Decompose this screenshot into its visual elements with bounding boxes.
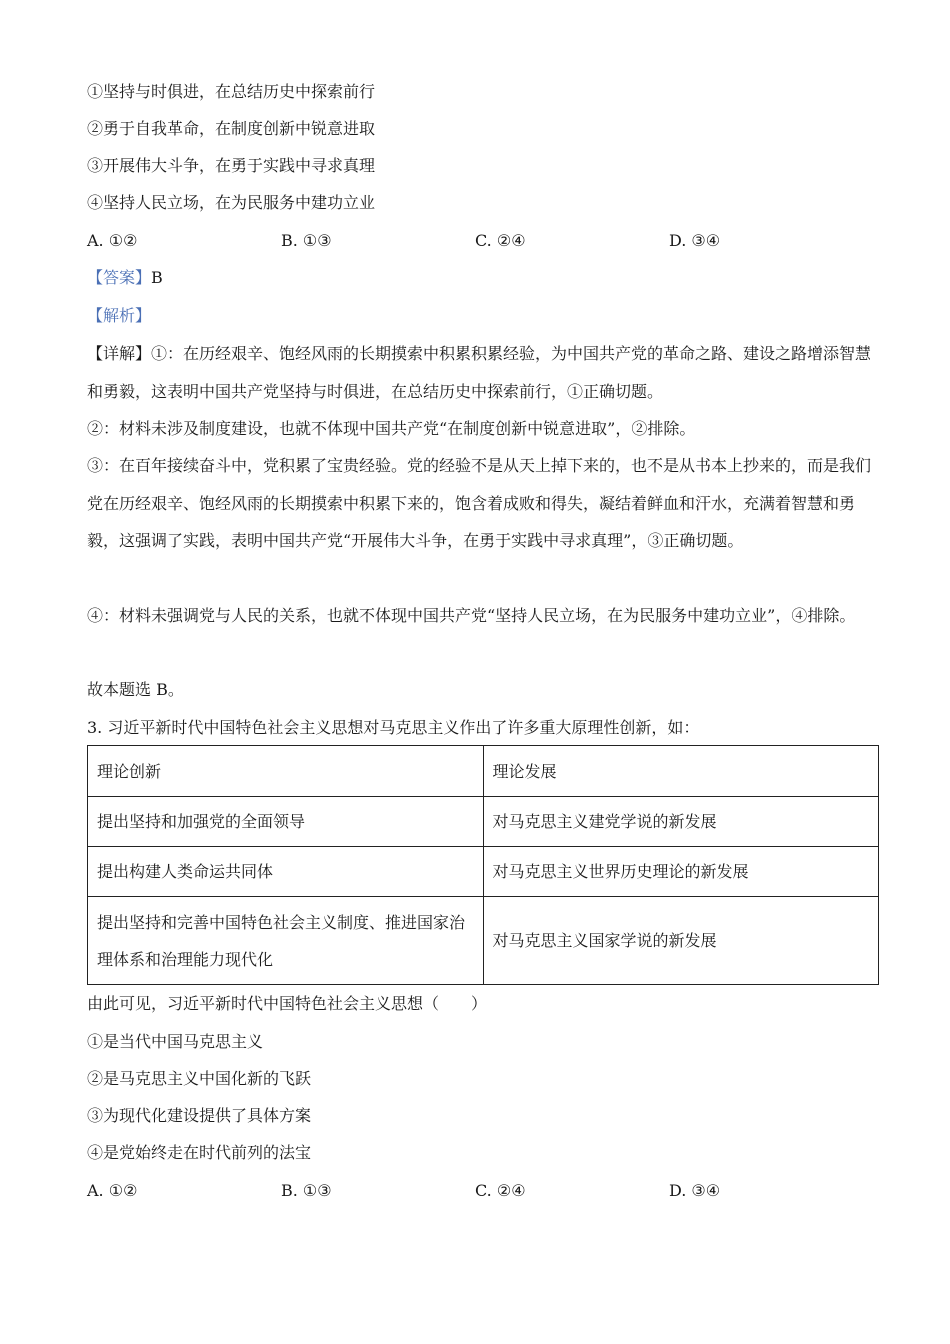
q2-statement-3: ③开展伟大斗争，在勇于实践中寻求真理: [87, 156, 376, 175]
detail-paragraph-3: ③：在百年接续奋斗中，党积累了宝贵经验。党的经验不是从天上掉下来的，也不是从书本上抄来的，而是我们党在历经艰辛、饱经风雨的长期摸索中积累下来的，饱含着成败和得失，凝结着鲜血和汗水，充满着智慧和勇毅，这强调了实践，表明中国共产党“开展伟大斗争，在勇于实践中寻求真理”，③正确切题。: [87, 456, 872, 550]
analysis-tag: 【解析】: [87, 306, 152, 325]
q3-option-c: C. ②④: [475, 1181, 526, 1200]
detail-paragraph-4: ④：材料未强调党与人民的关系，也就不体现中国共产党“坚持人民立场，在为民服务中建功立业”，④排除。: [87, 606, 856, 625]
table-cell: 提出构建人类命运共同体: [88, 847, 484, 897]
table-header-cell: 理论发展: [483, 746, 879, 797]
detail-paragraph-1: [87, 335, 872, 410]
q2-statement-1: ①坚持与时俱进，在总结历史中探索前行: [87, 82, 376, 101]
table-cell: 对马克思主义建党学说的新发展: [483, 797, 879, 847]
table-cell: 提出坚持和加强党的全面领导: [88, 797, 484, 847]
innovation-table: [87, 745, 879, 985]
q2-statement-4: ④坚持人民立场，在为民服务中建功立业: [87, 193, 376, 212]
q3-options: [87, 1179, 872, 1203]
table-row: [88, 797, 879, 847]
answer-tag: 【答案】: [87, 268, 152, 287]
q2-option-c: C. ②④: [475, 231, 526, 250]
q3-stem: 3. 习近平新时代中国特色社会主义思想对马克思主义作出了许多重大原理性创新，如：: [87, 718, 700, 737]
q2-option-d: D. ③④: [669, 231, 721, 250]
table-header-row: [88, 746, 879, 797]
q3-statement-1: ①是当代中国马克思主义: [87, 1032, 264, 1051]
q2-option-a: A. ①②: [87, 231, 138, 250]
q3-question: 由此可见，习近平新时代中国特色社会主义思想（ ）: [87, 994, 488, 1013]
q3-statement-4: ④是党始终走在时代前列的法宝: [87, 1143, 312, 1162]
answer-line: [87, 266, 163, 290]
q3-statement-3: ③为现代化建设提供了具体方案: [87, 1106, 312, 1125]
detail-paragraph-2: ②：材料未涉及制度建设，也就不体现中国共产党“在制度创新中锐意进取”，②排除。: [87, 419, 696, 438]
q2-options: [87, 229, 872, 253]
q3-option-b: B. ①③: [281, 1181, 332, 1200]
answer-value: B: [151, 268, 163, 287]
detail-conclusion: 故本题选 B。: [87, 680, 184, 699]
table-cell: 对马克思主义国家学说的新发展: [483, 897, 879, 985]
table-cell: 对马克思主义世界历史理论的新发展: [483, 847, 879, 897]
table-row: [88, 847, 879, 897]
table-header-cell: 理论创新: [88, 746, 484, 797]
detail-label: 【详解】: [87, 344, 152, 363]
q3-statement-2: ②是马克思主义中国化新的飞跃: [87, 1069, 312, 1088]
q2-statement-2: ②勇于自我革命，在制度创新中锐意进取: [87, 119, 376, 138]
q3-option-d: D. ③④: [669, 1181, 721, 1200]
table-cell: 提出坚持和完善中国特色社会主义制度、推进国家治理体系和治理能力现代化: [88, 897, 484, 985]
detail-text-1: ①：在历经艰辛、饱经风雨的长期摸索中积累积累经验，为中国共产党的革命之路、建设之路增添智慧和勇毅，这表明中国共产党坚持与时俱进，在总结历史中探索前行，①正确切题。: [87, 344, 872, 401]
q3-option-a: A. ①②: [87, 1181, 138, 1200]
table-row: [88, 897, 879, 985]
analysis-line: [87, 304, 151, 328]
q2-option-b: B. ①③: [281, 231, 332, 250]
